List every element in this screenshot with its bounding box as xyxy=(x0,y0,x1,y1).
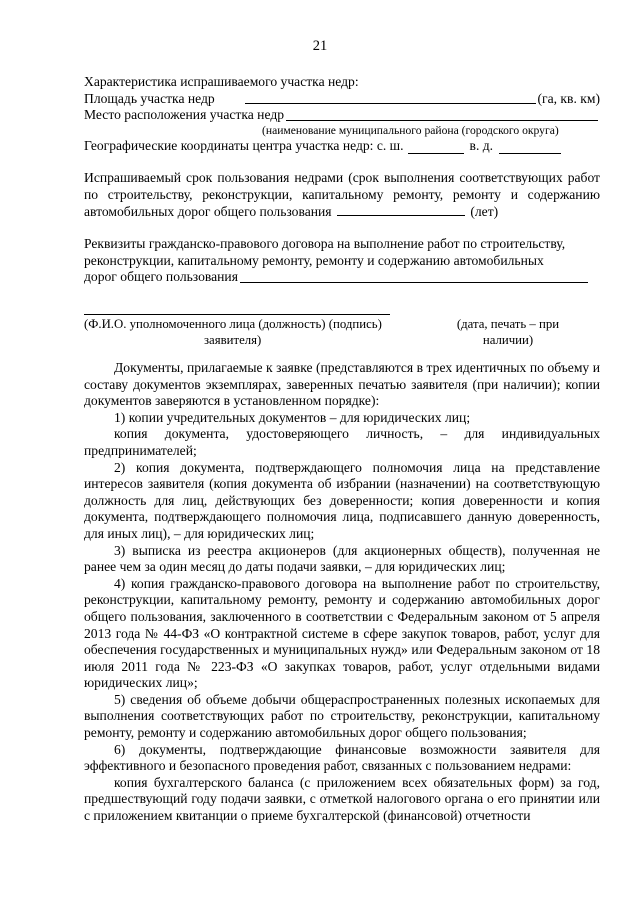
requisites-line-3: дорог общего пользования xyxy=(84,269,238,284)
location-label: Место расположения участка недр xyxy=(84,107,285,122)
list-item: копия бухгалтерского баланса (с приложением всех обязательных форм) за год, предшествующий году подачи заявки, с отметкой налогового органа о его принятии или с приложением квитанции о приеме бухгалтерской (финансовой) отчетности xyxy=(84,774,600,824)
coords-label: Географические координаты центра участка недр: с. ш. xyxy=(84,137,404,153)
coords-east-label: в. д. xyxy=(469,137,494,153)
area-row xyxy=(84,91,600,108)
list-item: 2) копия документа, подтверждающего полномочия лица на представление интересов заявителя (копия документа об избрании (назначении) на соответствующую должность для лиц, действующих без доверенности; копия доверенности и копия документа, подтверждающего полномочия лица, подписавшего данную доверенность, для иных лиц), – для юридических лиц; xyxy=(84,459,600,541)
term-text: Испрашиваемый срок пользования недрами (срок выполнения соответствующих работ по строительству, реконструкции, капитальному ремонту, ремонту и содержанию автомобильных дорог общего пользования xyxy=(84,170,600,219)
contract-requisites xyxy=(84,236,600,286)
characteristics-heading: Характеристика испрашиваемого участка недр: xyxy=(84,74,359,89)
list-item: 5) сведения об объеме добычи общераспространенных полезных ископаемых для выполнения соответствующих работ по строительству, реконструкции, капитальному ремонту, ремонту и содержанию автомобильных дорог общего пользования; xyxy=(84,691,600,741)
date-stamp-caption xyxy=(448,316,568,348)
term-section xyxy=(84,170,600,221)
list-item: 1) копии учредительных документов – для юридических лиц; xyxy=(114,409,471,425)
requisites-line-2: реконструкции, капитальному ремонту, ремонту и содержанию автомобильных xyxy=(84,252,544,268)
requisites-field[interactable] xyxy=(240,282,588,283)
list-item: копия документа, удостоверяющего личность, – для индивидуальных предпринимателей; xyxy=(84,426,600,458)
requisites-line-1: Реквизиты гражданско-правового договора на выполнение работ по строительству, xyxy=(84,236,566,251)
signature-line[interactable] xyxy=(84,314,390,315)
subsoil-characteristics xyxy=(84,74,600,154)
signature-caption-line-1: (Ф.И.О. уполномоченного лица (должность) (подпись) xyxy=(84,317,382,331)
documents-intro: Документы, прилагаемые к заявке (представляются в трех идентичных по объему и составу документов экземплярах, заверенных печатью заявителя (при наличии); копии документов заверяются в установленном порядке): xyxy=(84,360,600,409)
date-stamp-line-2: наличии) xyxy=(482,333,534,347)
location-hint: (наименование муниципального района (городского округа) xyxy=(262,123,559,137)
list-item: 3) выписка из реестра акционеров (для акционерных обществ), полученная не ранее чем за один месяц до даты подачи заявки, – для юридических лиц; xyxy=(84,542,600,575)
page-number: 21 xyxy=(312,38,328,54)
list-item: 4) копия гражданско-правового договора на выполнение работ по строительству, реконструкции, капитальному ремонту, ремонту и содержанию автомобильных дорог общего пользования, заключенного в соответствии с Федеральным законом от 5 апреля 2013 года № 44-ФЗ «О контрактной системе в сфере закупок товаров, работ, услуг для обеспечения государственных и муниципальных нужд» или Федеральным законом от 18 июля 2011 года № 223-ФЗ «О закупках товаров, работ, услуг отдельными видами юридических лиц»; xyxy=(84,575,600,691)
area-field[interactable] xyxy=(245,103,536,104)
area-unit: (га, кв. км) xyxy=(537,90,600,106)
list-item: 6) документы, подтверждающие финансовые возможности заявителя для эффективного и безопасного проведения работ, связанных с пользованием недрами: xyxy=(84,741,600,774)
area-label: Площадь участка недр xyxy=(84,90,215,106)
term-suffix: (лет) xyxy=(470,204,499,219)
signature-caption xyxy=(84,316,404,348)
location-row xyxy=(84,107,600,124)
attached-documents-list xyxy=(84,360,600,825)
east-longitude-field[interactable] xyxy=(499,141,561,154)
coords-row xyxy=(84,138,600,155)
date-stamp-line-1: (дата, печать – при xyxy=(456,317,560,331)
location-field[interactable] xyxy=(286,120,598,121)
north-latitude-field[interactable] xyxy=(408,141,464,154)
signature-caption-line-2: заявителя) xyxy=(204,333,262,347)
term-field[interactable] xyxy=(337,203,465,216)
